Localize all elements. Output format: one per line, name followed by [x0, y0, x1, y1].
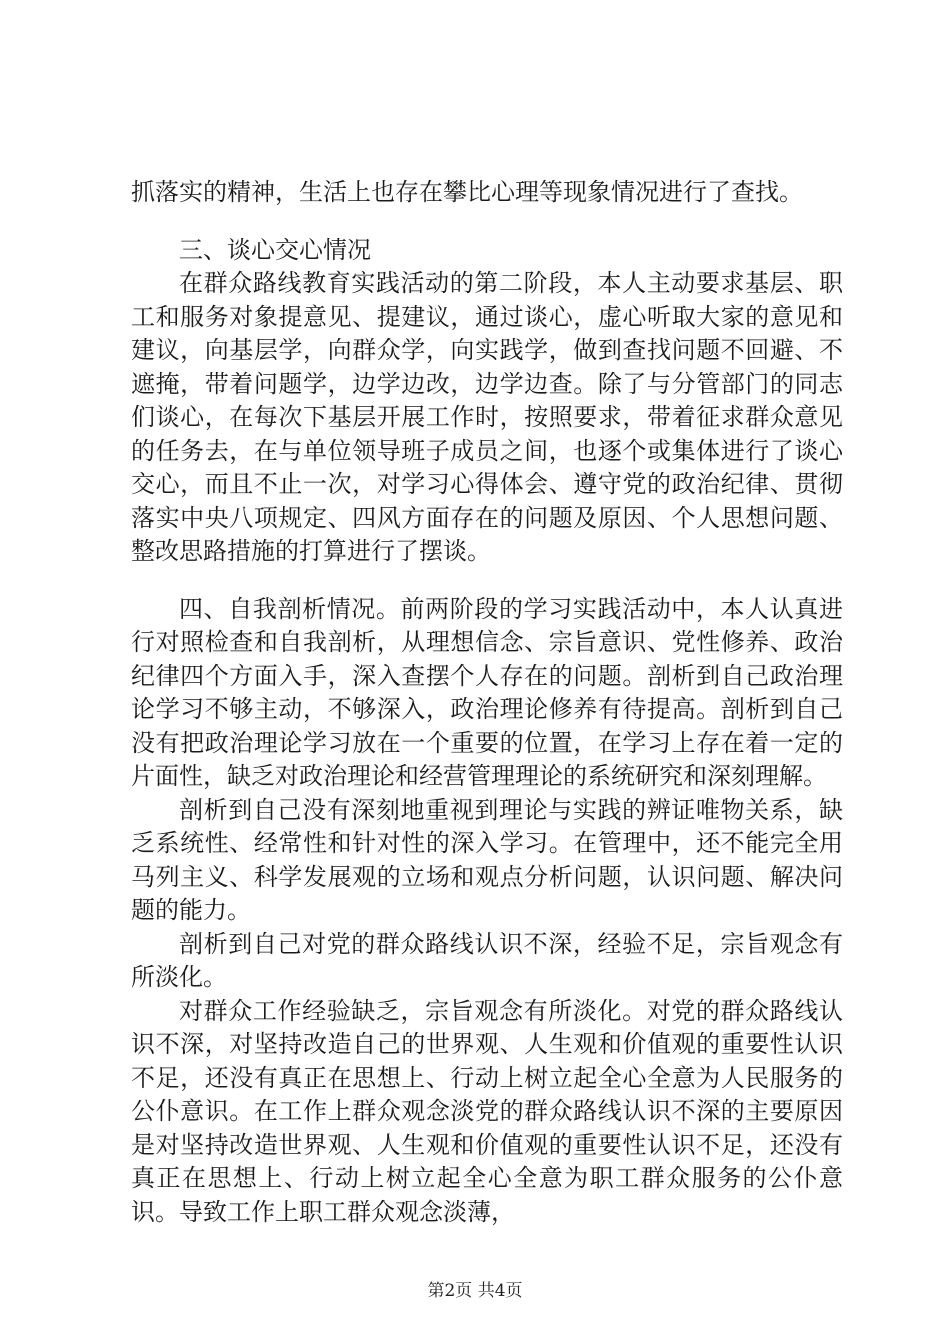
paragraph-analysis-mass-line: 剖析到自己对党的群众路线认识不深，经验不足，宗旨观念有所淡化。 — [131, 929, 843, 991]
paragraph-continuation: 抓落实的精神，生活上也存在攀比心理等现象情况进行了查找。 — [131, 178, 803, 206]
section-heading-heart-to-heart: 三、谈心交心情况 — [179, 235, 371, 264]
paragraph-heart-to-heart: 在群众路线教育实践活动的第二阶段，本人主动要求基层、职工和服务对象提意见、提建议，通过谈心，虚心听取大家的意见和建议，向基层学，向群众学，向实践学，做到查找问题不回避、不遮掩，带着问题学，边学边改，边学边查。除了与分管部门的同志们谈心，在每次下基层开展工作时，按照要求，带着征求群众意见的任务去，在与单位领导班子成员之间，也逐个或集体进行了谈心交心，而且不止一次，对学习心得体会、遵守党的政治纪律、贯彻落实中央八项规定、四风方面存在的问题及原因、个人思想问题、整改思路措施的打算进行了摆谈。 — [131, 269, 843, 565]
paragraph-mass-work: 对群众工作经验缺乏，宗旨观念有所淡化。对党的群众路线认识不深，对坚持改造自己的世界观、人生观和价值观的重要性认识不足，还没有真正在思想上、行动上树立起全心全意为人民服务的公仆意识。在工作上群众观念淡党的群众路线认识不深的主要原因是对坚持改造世界观、人生观和价值观的重要性认识不足，还没有真正在思想上、行动上树立起全心全意为职工群众服务的公仆意识。导致工作上职工群众观念淡薄， — [131, 996, 843, 1226]
document-body — [131, 176, 843, 1229]
paragraph-analysis-theory-practice: 剖析到自己没有深刻地重视到理论与实践的辨证唯物关系，缺乏系统性、经常性和针对性的深入学习。在管理中，还不能完全用马列主义、科学发展观的立场和观点分析问题，认识问题、解决问题的能力。 — [131, 795, 843, 924]
paragraph-self-analysis: 四、自我剖析情况。前两阶段的学习实践活动中，本人认真进行对照检查和自我剖析，从理想信念、宗旨意识、党性修养、政治纪律四个方面入手，深入查摆个人存在的问题。剖析到自己政治理论学习不够主动，不够深入，政治理论修养有待提高。剖析到自己没有把政治理论学习放在一个重要的位置，在学习上存在着一定的片面性，缺乏对政治理论和经营管理理论的系统研究和深刻理解。 — [131, 594, 843, 790]
page-number: 第2页 共4页 — [427, 1281, 523, 1301]
